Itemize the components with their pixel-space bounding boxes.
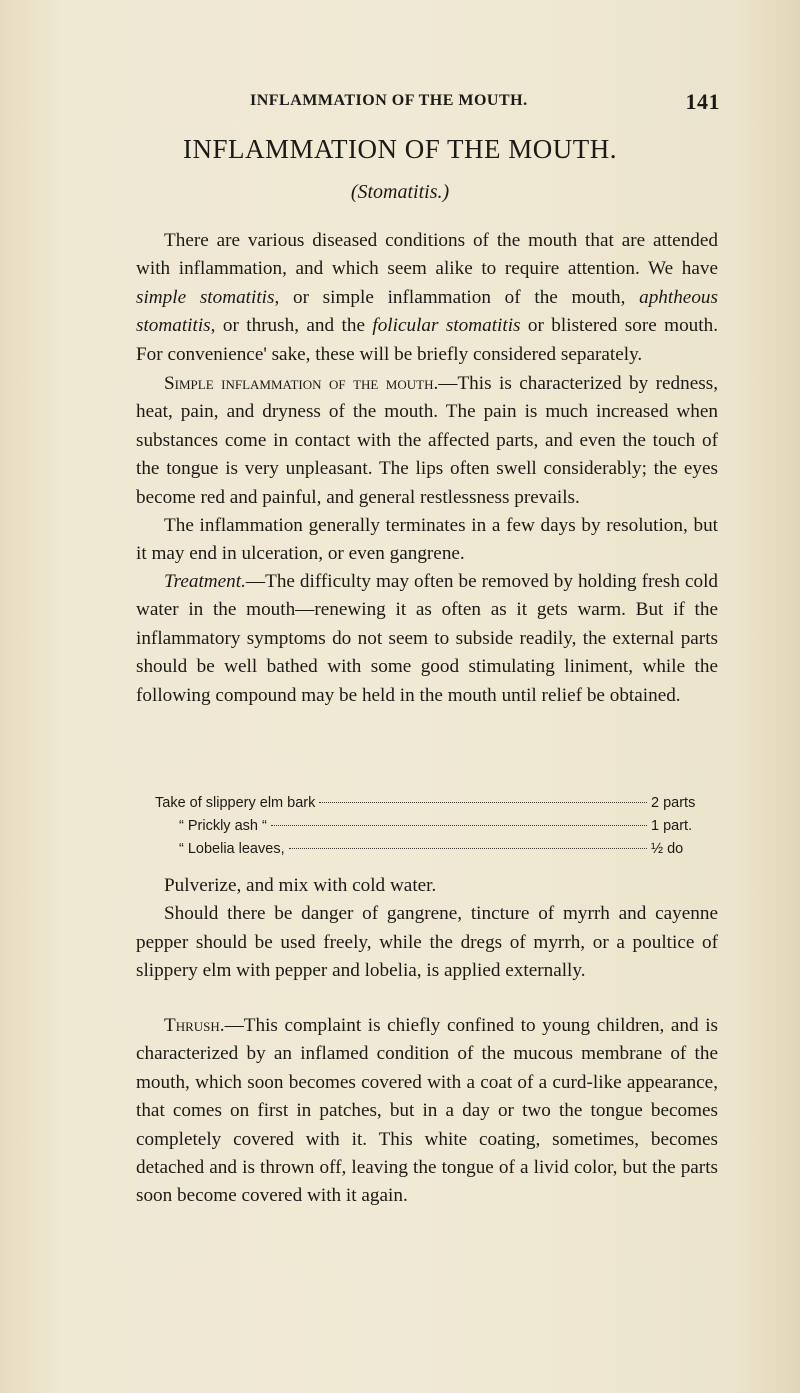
recipe-item xyxy=(155,792,703,815)
section-heading: Treatment. xyxy=(164,571,246,592)
treatment-section xyxy=(136,568,718,710)
recipe-item xyxy=(155,838,703,861)
section-text: —The difficulty may often be removed by holding fresh cold water in the mouth—renewing it as often as it gets warm. But if the inflammatory symptoms do not seem to subside readily, the external parts should be well bathed with some good stimulating liniment, while the following compound may be held in the mouth until relief be obtained. xyxy=(136,571,718,706)
section-heading: Simple inflammation of the mouth. xyxy=(164,373,439,394)
term-folicular-stomatitis: folicular stomatitis xyxy=(372,315,521,337)
term-simple-stomatitis: simple stomatitis xyxy=(136,286,275,308)
instruction-text: Should there be danger of gangrene, tincture of myrrh and cayenne pepper should be used freely, while the dregs of myrrh, or a poultice of slippery elm with pepper and lobelia, is applied externally. xyxy=(136,903,718,982)
ingredient-quantity: 2 parts xyxy=(651,795,696,811)
ingredient-quantity: 1 part. xyxy=(651,818,693,834)
thrush-section xyxy=(136,1012,718,1211)
section-heading: Thrush. xyxy=(164,1015,225,1036)
section-text: —This is characterized by redness, heat, pain, and dryness of the mouth. The pain is much increased when substances come in contact with the affected parts, and even the touch of the tongue is very unpleasant. The lips often swell considerably; the eyes become red and painful, and general restlessness prevails. xyxy=(136,373,718,508)
running-header xyxy=(250,89,720,114)
intro-paragraph xyxy=(136,227,718,369)
instruction-text: Pulverize, and mix with cold water. xyxy=(164,875,437,896)
running-title: INFLAMMATION OF THE MOUTH. xyxy=(250,92,528,109)
chapter-title: INFLAMMATION OF THE MOUTH. xyxy=(182,134,617,164)
chapter-subtitle: (Stomatitis.) xyxy=(350,181,450,203)
section-text: The inflammation generally terminates in a few days by resolution, but it may end in ulceration, or even gangrene. xyxy=(136,515,718,565)
ingredient-quantity: ½ do xyxy=(651,841,684,857)
intro-text: or blistered sore mouth. For convenience' sake, these will be briefly considered separately. xyxy=(136,315,718,365)
term-aphtheous-stomatitis: aphtheous stomatitis xyxy=(136,286,718,337)
leader-dots xyxy=(271,825,647,826)
leader-dots xyxy=(289,848,647,849)
after-recipe-section xyxy=(136,872,718,986)
simple-inflammation-section xyxy=(136,370,718,569)
recipe-item xyxy=(155,815,703,838)
recipe-list xyxy=(155,792,703,861)
intro-text: There are various diseased conditions of the mouth that are attended with inflammation, and which seem alike to require attention. We have xyxy=(136,230,718,280)
intro-text: , or simple inflammation of the mouth, xyxy=(274,286,640,308)
section-text: —This complaint is chiefly confined to young children, and is characterized by an inflamed condition of the mucous membrane of the mouth, which soon becomes covered with a coat of a curd-like appearance, that comes on first in patches, but in a day or two the tongue becomes completely covered with it. This white coating, sometimes, becomes detached and is thrown off, leaving the tongue of a livid color, but the parts soon become covered with it again. xyxy=(136,1015,718,1207)
ingredient-name: “ Prickly ash “ xyxy=(179,818,267,834)
leader-dots xyxy=(319,802,647,803)
page-number: 141 xyxy=(685,89,720,114)
ingredient-name: Take of slippery elm bark xyxy=(155,795,316,811)
intro-text: , or thrush, and the xyxy=(210,315,373,337)
ingredient-name: “ Lobelia leaves, xyxy=(179,841,285,857)
